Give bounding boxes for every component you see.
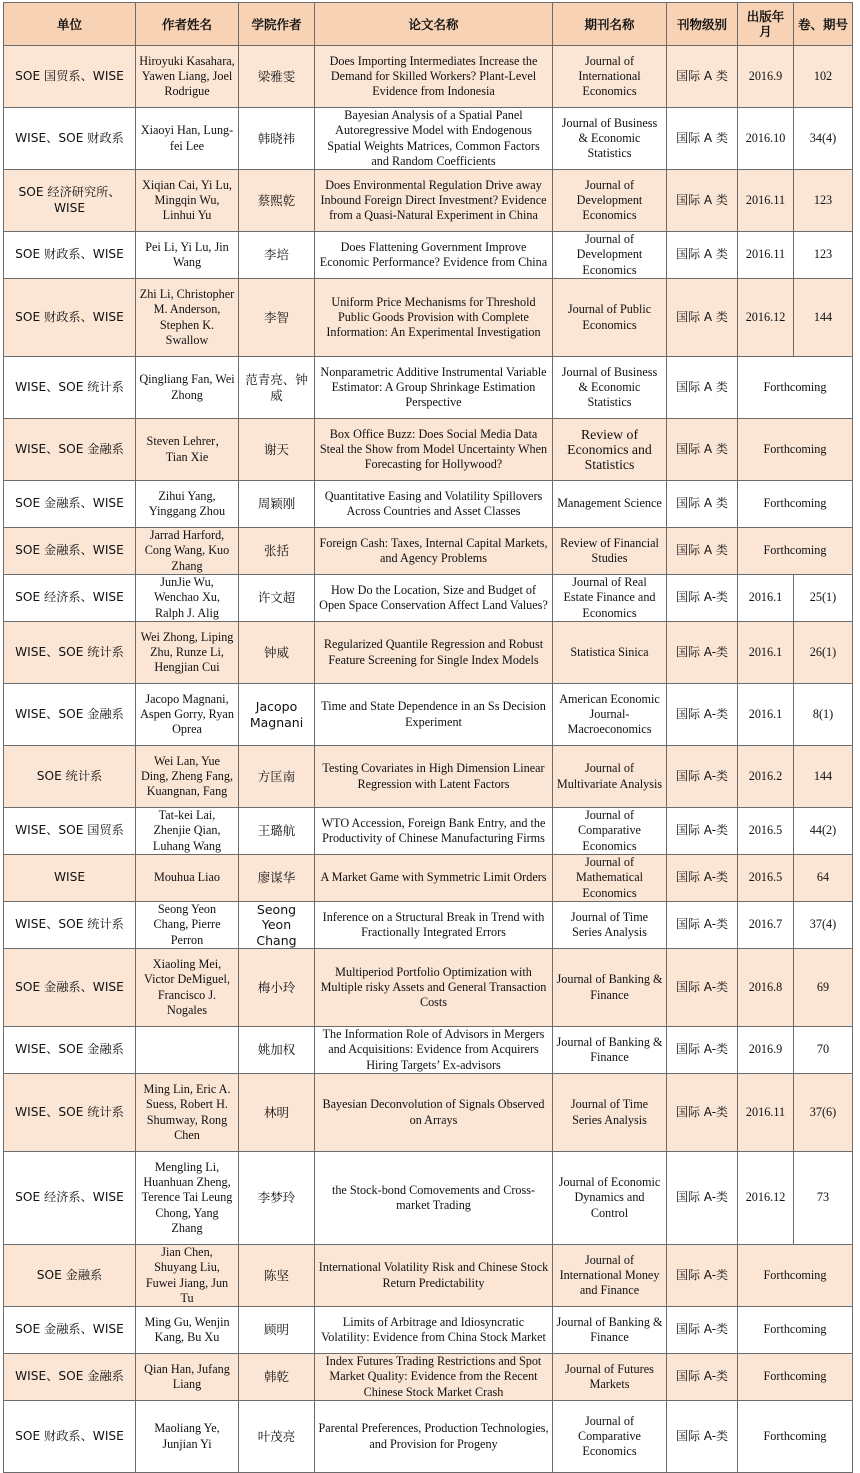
cell-title: Bayesian Analysis of a Spatial Panel Autoregressive Model with Endogenous Spatial Weights Matrices, Common Factors and Random Coefficients <box>315 108 553 170</box>
cell-school-author: 范青亮、钟威 <box>239 357 315 419</box>
cell-forthcoming: Forthcoming <box>738 357 853 419</box>
cell-title: International Volatility Risk and Chinese Stock Return Predictability <box>315 1245 553 1307</box>
cell-volume: 37(6) <box>794 1074 853 1152</box>
cell-journal: Journal of International Money and Finance <box>553 1245 667 1307</box>
cell-authors: Jarrad Harford, Cong Wang, Kuo Zhang <box>136 528 239 575</box>
header-row <box>4 3 853 46</box>
cell-authors: Jian Chen, Shuyang Liu, Fuwei Jiang, Jun Tu <box>136 1245 239 1307</box>
table-row <box>4 419 853 481</box>
cell-journal: Journal of Real Estate Finance and Economics <box>553 575 667 622</box>
cell-date: 2016.5 <box>738 808 794 855</box>
cell-journal: Journal of Time Series Analysis <box>553 1074 667 1152</box>
cell-level: 国际 A-类 <box>667 1152 738 1245</box>
cell-journal: Journal of Multivariate Analysis <box>553 746 667 808</box>
cell-volume: 64 <box>794 855 853 902</box>
header-journal: 期刊名称 <box>553 3 667 46</box>
cell-volume: 123 <box>794 232 853 279</box>
cell-unit: WISE、SOE 统计系 <box>4 622 136 684</box>
cell-unit: WISE、SOE 金融系 <box>4 1354 136 1401</box>
cell-level: 国际 A-类 <box>667 949 738 1027</box>
cell-volume: 34(4) <box>794 108 853 170</box>
cell-school-author: 钟威 <box>239 622 315 684</box>
publications-table <box>3 2 853 1473</box>
cell-level: 国际 A 类 <box>667 279 738 357</box>
cell-level: 国际 A-类 <box>667 746 738 808</box>
cell-title: Parental Preferences, Production Technologies, and Provision for Progeny <box>315 1401 553 1473</box>
table-row <box>4 170 853 232</box>
cell-title: Testing Covariates in High Dimension Linear Regression with Latent Factors <box>315 746 553 808</box>
cell-volume: 8(1) <box>794 684 853 746</box>
cell-authors: Pei Li, Yi Lu, Jin Wang <box>136 232 239 279</box>
cell-forthcoming: Forthcoming <box>738 1245 853 1307</box>
header-level: 刊物级别 <box>667 3 738 46</box>
cell-level: 国际 A 类 <box>667 232 738 279</box>
table-row <box>4 232 853 279</box>
header-volume: 卷、期号 <box>794 3 853 46</box>
cell-title: the Stock-bond Comovements and Cross-market Trading <box>315 1152 553 1245</box>
cell-level: 国际 A 类 <box>667 46 738 108</box>
cell-level: 国际 A-类 <box>667 1354 738 1401</box>
cell-journal: Journal of Comparative Economics <box>553 1401 667 1473</box>
cell-school-author: 叶茂亮 <box>239 1401 315 1473</box>
cell-school-author: 梅小玲 <box>239 949 315 1027</box>
cell-journal: Journal of Time Series Analysis <box>553 902 667 949</box>
cell-unit: SOE 财政系、WISE <box>4 279 136 357</box>
cell-volume: 144 <box>794 279 853 357</box>
cell-forthcoming: Forthcoming <box>738 419 853 481</box>
cell-authors: Zihui Yang, Yinggang Zhou <box>136 481 239 528</box>
cell-school-author: Jacopo Magnani <box>239 684 315 746</box>
cell-date: 2016.12 <box>738 1152 794 1245</box>
cell-journal: Journal of Banking & Finance <box>553 1027 667 1074</box>
cell-school-author: 王璐航 <box>239 808 315 855</box>
cell-school-author: Seong Yeon Chang <box>239 902 315 949</box>
cell-level: 国际 A-类 <box>667 1027 738 1074</box>
cell-volume: 102 <box>794 46 853 108</box>
cell-school-author: 谢天 <box>239 419 315 481</box>
cell-title: Does Flattening Government Improve Economic Performance? Evidence from China <box>315 232 553 279</box>
cell-school-author: 李智 <box>239 279 315 357</box>
table-row <box>4 746 853 808</box>
cell-volume: 44(2) <box>794 808 853 855</box>
cell-level: 国际 A-类 <box>667 902 738 949</box>
cell-volume: 69 <box>794 949 853 1027</box>
cell-date: 2016.10 <box>738 108 794 170</box>
cell-volume: 26(1) <box>794 622 853 684</box>
cell-unit: SOE 财政系、WISE <box>4 232 136 279</box>
cell-forthcoming: Forthcoming <box>738 528 853 575</box>
cell-authors: Steven Lehrer，Tian Xie <box>136 419 239 481</box>
table-row <box>4 684 853 746</box>
cell-date: 2016.11 <box>738 1074 794 1152</box>
cell-journal: Journal of International Economics <box>553 46 667 108</box>
cell-authors: Qian Han, Jufang Liang <box>136 1354 239 1401</box>
cell-title: Bayesian Deconvolution of Signals Observed on Arrays <box>315 1074 553 1152</box>
cell-title: Time and State Dependence in an Ss Decision Experiment <box>315 684 553 746</box>
cell-school-author: 梁雅雯 <box>239 46 315 108</box>
cell-title: Index Futures Trading Restrictions and Spot Market Quality: Evidence from the Recent Chinese Stock Market Crash <box>315 1354 553 1401</box>
cell-date: 2016.9 <box>738 1027 794 1074</box>
cell-school-author: 廖谋华 <box>239 855 315 902</box>
cell-date: 2016.2 <box>738 746 794 808</box>
cell-level: 国际 A-类 <box>667 575 738 622</box>
cell-title: Box Office Buzz: Does Social Media Data Steal the Show from Model Uncertainty When Forecasting for Hollywood? <box>315 419 553 481</box>
cell-date: 2016.1 <box>738 684 794 746</box>
cell-forthcoming: Forthcoming <box>738 481 853 528</box>
cell-journal: Review of Financial Studies <box>553 528 667 575</box>
cell-level: 国际 A 类 <box>667 419 738 481</box>
cell-journal: Journal of Business & Economic Statistics <box>553 357 667 419</box>
header-title: 论文名称 <box>315 3 553 46</box>
cell-school-author: 张括 <box>239 528 315 575</box>
cell-authors: Mouhua Liao <box>136 855 239 902</box>
table-row <box>4 808 853 855</box>
cell-title: Uniform Price Mechanisms for Threshold Public Goods Provision with Complete Information: An Experimental Investigation <box>315 279 553 357</box>
cell-level: 国际 A-类 <box>667 684 738 746</box>
cell-level: 国际 A-类 <box>667 808 738 855</box>
header-unit: 单位 <box>4 3 136 46</box>
cell-unit: WISE、SOE 金融系 <box>4 419 136 481</box>
cell-title: WTO Accession, Foreign Bank Entry, and the Productivity of Chinese Manufacturing Firms <box>315 808 553 855</box>
cell-forthcoming: Forthcoming <box>738 1401 853 1473</box>
cell-authors <box>136 1027 239 1074</box>
cell-title: Does Importing Intermediates Increase the Demand for Skilled Workers? Plant-Level Evidence from Indonesia <box>315 46 553 108</box>
cell-school-author: 许文超 <box>239 575 315 622</box>
table-row <box>4 1354 853 1401</box>
cell-unit: WISE、SOE 金融系 <box>4 1027 136 1074</box>
cell-unit: SOE 国贸系、WISE <box>4 46 136 108</box>
cell-level: 国际 A 类 <box>667 528 738 575</box>
cell-unit: SOE 金融系、WISE <box>4 481 136 528</box>
table-row <box>4 949 853 1027</box>
cell-title: How Do the Location, Size and Budget of Open Space Conservation Affect Land Values? <box>315 575 553 622</box>
cell-title: Does Environmental Regulation Drive away Inbound Foreign Direct Investment? Evidence from a Quasi-Natural Experiment in China <box>315 170 553 232</box>
cell-volume: 25(1) <box>794 575 853 622</box>
cell-journal: Journal of Comparative Economics <box>553 808 667 855</box>
table-row <box>4 481 853 528</box>
cell-unit: SOE 金融系 <box>4 1245 136 1307</box>
cell-title: Regularized Quantile Regression and Robust Feature Screening for Single Index Models <box>315 622 553 684</box>
cell-title: Quantitative Easing and Volatility Spillovers Across Countries and Asset Classes <box>315 481 553 528</box>
cell-unit: WISE、SOE 统计系 <box>4 357 136 419</box>
header-authors: 作者姓名 <box>136 3 239 46</box>
cell-volume: 70 <box>794 1027 853 1074</box>
cell-unit: SOE 财政系、WISE <box>4 1401 136 1473</box>
cell-authors: Seong Yeon Chang, Pierre Perron <box>136 902 239 949</box>
header-school-author: 学院作者 <box>239 3 315 46</box>
cell-level: 国际 A-类 <box>667 1307 738 1354</box>
cell-title: Nonparametric Additive Instrumental Variable Estimator: A Group Shrinkage Estimation Perspective <box>315 357 553 419</box>
cell-journal: Journal of Banking & Finance <box>553 1307 667 1354</box>
cell-unit: SOE 经济研究所、WISE <box>4 170 136 232</box>
cell-journal: Journal of Development Economics <box>553 232 667 279</box>
cell-journal: Review of Economics and Statistics <box>553 419 667 481</box>
cell-volume: 37(4) <box>794 902 853 949</box>
table-row <box>4 1027 853 1074</box>
table-row <box>4 1401 853 1473</box>
cell-unit: WISE <box>4 855 136 902</box>
cell-authors: Hiroyuki Kasahara, Yawen Liang, Joel Rodrigue <box>136 46 239 108</box>
cell-authors: Ming Lin, Eric A. Suess, Robert H. Shumway, Rong Chen <box>136 1074 239 1152</box>
cell-level: 国际 A-类 <box>667 1074 738 1152</box>
cell-date: 2016.11 <box>738 170 794 232</box>
table-row <box>4 46 853 108</box>
cell-journal: Journal of Business & Economic Statistics <box>553 108 667 170</box>
cell-level: 国际 A 类 <box>667 357 738 419</box>
cell-journal: Management Science <box>553 481 667 528</box>
cell-unit: SOE 金融系、WISE <box>4 1307 136 1354</box>
table-row <box>4 108 853 170</box>
cell-date: 2016.5 <box>738 855 794 902</box>
cell-journal: Journal of Futures Markets <box>553 1354 667 1401</box>
cell-journal: Journal of Banking & Finance <box>553 949 667 1027</box>
cell-authors: Zhi Li, Christopher M. Anderson, Stephen K. Swallow <box>136 279 239 357</box>
table-row <box>4 528 853 575</box>
cell-title: A Market Game with Symmetric Limit Orders <box>315 855 553 902</box>
cell-volume: 123 <box>794 170 853 232</box>
cell-unit: WISE、SOE 统计系 <box>4 1074 136 1152</box>
cell-authors: Jacopo Magnani, Aspen Gorry, Ryan Oprea <box>136 684 239 746</box>
cell-authors: JunJie Wu, Wenchao Xu, Ralph J. Alig <box>136 575 239 622</box>
cell-authors: Maoliang Ye, Junjian Yi <box>136 1401 239 1473</box>
cell-date: 2016.8 <box>738 949 794 1027</box>
cell-authors: Xiqian Cai, Yi Lu, Mingqin Wu, Linhui Yu <box>136 170 239 232</box>
table-row <box>4 1074 853 1152</box>
cell-school-author: 林明 <box>239 1074 315 1152</box>
cell-title: Multiperiod Portfolio Optimization with Multiple risky Assets and General Transaction Costs <box>315 949 553 1027</box>
cell-unit: SOE 金融系、WISE <box>4 949 136 1027</box>
cell-date: 2016.11 <box>738 232 794 279</box>
cell-level: 国际 A-类 <box>667 1245 738 1307</box>
cell-date: 2016.1 <box>738 575 794 622</box>
cell-school-author: 姚加权 <box>239 1027 315 1074</box>
cell-title: The Information Role of Advisors in Mergers and Acquisitions: Evidence from Acquirers Hiring Targets’ Ex-advisors <box>315 1027 553 1074</box>
cell-school-author: 李梦玲 <box>239 1152 315 1245</box>
cell-level: 国际 A-类 <box>667 855 738 902</box>
cell-authors: Xiaoling Mei, Victor DeMiguel, Francisco J. Nogales <box>136 949 239 1027</box>
cell-school-author: 李培 <box>239 232 315 279</box>
cell-journal: Journal of Economic Dynamics and Control <box>553 1152 667 1245</box>
cell-authors: Tat-kei Lai, Zhenjie Qian, Luhang Wang <box>136 808 239 855</box>
cell-level: 国际 A-类 <box>667 622 738 684</box>
cell-level: 国际 A 类 <box>667 170 738 232</box>
cell-authors: Qingliang Fan, Wei Zhong <box>136 357 239 419</box>
cell-date: 2016.9 <box>738 46 794 108</box>
cell-authors: Ming Gu, Wenjin Kang, Bu Xu <box>136 1307 239 1354</box>
cell-school-author: 韩乾 <box>239 1354 315 1401</box>
table-row <box>4 1245 853 1307</box>
cell-unit: SOE 经济系、WISE <box>4 1152 136 1245</box>
table-row <box>4 357 853 419</box>
table-row <box>4 279 853 357</box>
cell-authors: Wei Zhong, Liping Zhu, Runze Li, Hengjian Cui <box>136 622 239 684</box>
cell-school-author: 方匡南 <box>239 746 315 808</box>
table-row <box>4 622 853 684</box>
cell-forthcoming: Forthcoming <box>738 1354 853 1401</box>
cell-authors: Wei Lan, Yue Ding, Zheng Fang, Kuangnan, Fang <box>136 746 239 808</box>
table-row <box>4 575 853 622</box>
cell-level: 国际 A 类 <box>667 108 738 170</box>
cell-title: Inference on a Structural Break in Trend with Fractionally Integrated Errors <box>315 902 553 949</box>
cell-date: 2016.7 <box>738 902 794 949</box>
cell-school-author: 蔡熙乾 <box>239 170 315 232</box>
cell-school-author: 韩晓祎 <box>239 108 315 170</box>
cell-unit: WISE、SOE 金融系 <box>4 684 136 746</box>
header-date: 出版年月 <box>738 3 794 46</box>
cell-title: Foreign Cash: Taxes, Internal Capital Markets, and Agency Problems <box>315 528 553 575</box>
cell-authors: Mengling Li, Huanhuan Zheng, Terence Tai Leung Chong, Yang Zhang <box>136 1152 239 1245</box>
cell-forthcoming: Forthcoming <box>738 1307 853 1354</box>
cell-school-author: 顾明 <box>239 1307 315 1354</box>
cell-authors: Xiaoyi Han, Lung-fei Lee <box>136 108 239 170</box>
cell-unit: SOE 金融系、WISE <box>4 528 136 575</box>
table-row <box>4 1152 853 1245</box>
table-row <box>4 1307 853 1354</box>
cell-journal: American Economic Journal-Macroeconomics <box>553 684 667 746</box>
cell-title: Limits of Arbitrage and Idiosyncratic Volatility: Evidence from China Stock Market <box>315 1307 553 1354</box>
cell-unit: WISE、SOE 财政系 <box>4 108 136 170</box>
cell-level: 国际 A-类 <box>667 1401 738 1473</box>
cell-volume: 144 <box>794 746 853 808</box>
table-row <box>4 855 853 902</box>
table-row <box>4 902 853 949</box>
cell-date: 2016.12 <box>738 279 794 357</box>
cell-school-author: 周颖刚 <box>239 481 315 528</box>
cell-journal: Journal of Public Economics <box>553 279 667 357</box>
cell-unit: SOE 经济系、WISE <box>4 575 136 622</box>
cell-level: 国际 A 类 <box>667 481 738 528</box>
cell-volume: 73 <box>794 1152 853 1245</box>
cell-school-author: 陈坚 <box>239 1245 315 1307</box>
cell-unit: SOE 统计系 <box>4 746 136 808</box>
cell-journal: Statistica Sinica <box>553 622 667 684</box>
cell-journal: Journal of Mathematical Economics <box>553 855 667 902</box>
cell-journal: Journal of Development Economics <box>553 170 667 232</box>
cell-date: 2016.1 <box>738 622 794 684</box>
cell-unit: WISE、SOE 国贸系 <box>4 808 136 855</box>
cell-unit: WISE、SOE 统计系 <box>4 902 136 949</box>
